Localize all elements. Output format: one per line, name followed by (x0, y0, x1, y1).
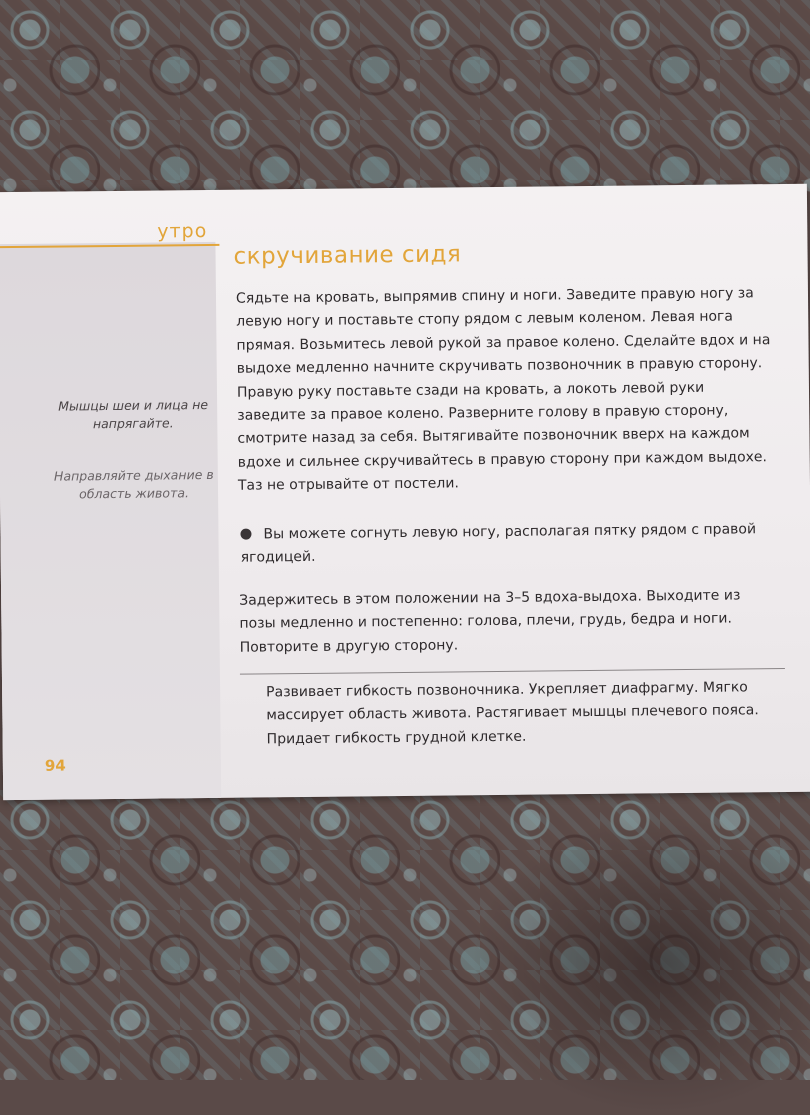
side-note-breathing: Направляйте дыхание в область живота. (53, 466, 214, 502)
benefits-divider (240, 668, 785, 675)
page-title: скручивание сидя (233, 241, 462, 270)
book-page (0, 184, 810, 800)
tip (240, 518, 775, 570)
benefits-text: Развивает гибкость позвоночника. Укрепляет диафрагму. Мягко массирует область живота. Растягивает мышцы плечевого пояса. Придает гибкость грудной клетке. (266, 679, 759, 748)
side-note-neck: Мышцы шеи и лица не напрягайте. (58, 397, 209, 432)
page-number: 94 (44, 756, 66, 775)
hold-paragraph: Задержитесь в этом положении на 3–5 вдоха-выдоха. Выходите из позы медленно и постепенно: голова, плечи, грудь, бедра и ноги. Повторите в другую сторону. (239, 587, 741, 656)
tip-text: Вы можете согнуть левую ногу, располагая пятку рядом с правой ягодицей. (240, 521, 757, 567)
page-sidebar (0, 242, 221, 800)
fabric-background-top (0, 0, 810, 200)
section-label: утро (157, 220, 208, 243)
main-paragraph: Сядьте на кровать, выпрямив спину и ноги. Заведите правую ногу за левую ногу и поставьте стопу рядом с левым коленом. Левая нога прямая. Возьмитесь левой рукой за правое колено. Сделайте вдох и на выдохе медленно начните скручивать позвоночник в правую сторону. Правую руку поставьте сзади на кровать, а локоть левой руки заведите за правое колено. Разверните голову в правую сторону, смотрите назад за себя. Вытягивайте позвоночник вверх на каждом вдохе и сильнее скручивайтесь в правую сторону при каждом выдохе. Таз не отрывайте от постели. (235, 285, 771, 494)
bullet-icon (240, 529, 251, 540)
